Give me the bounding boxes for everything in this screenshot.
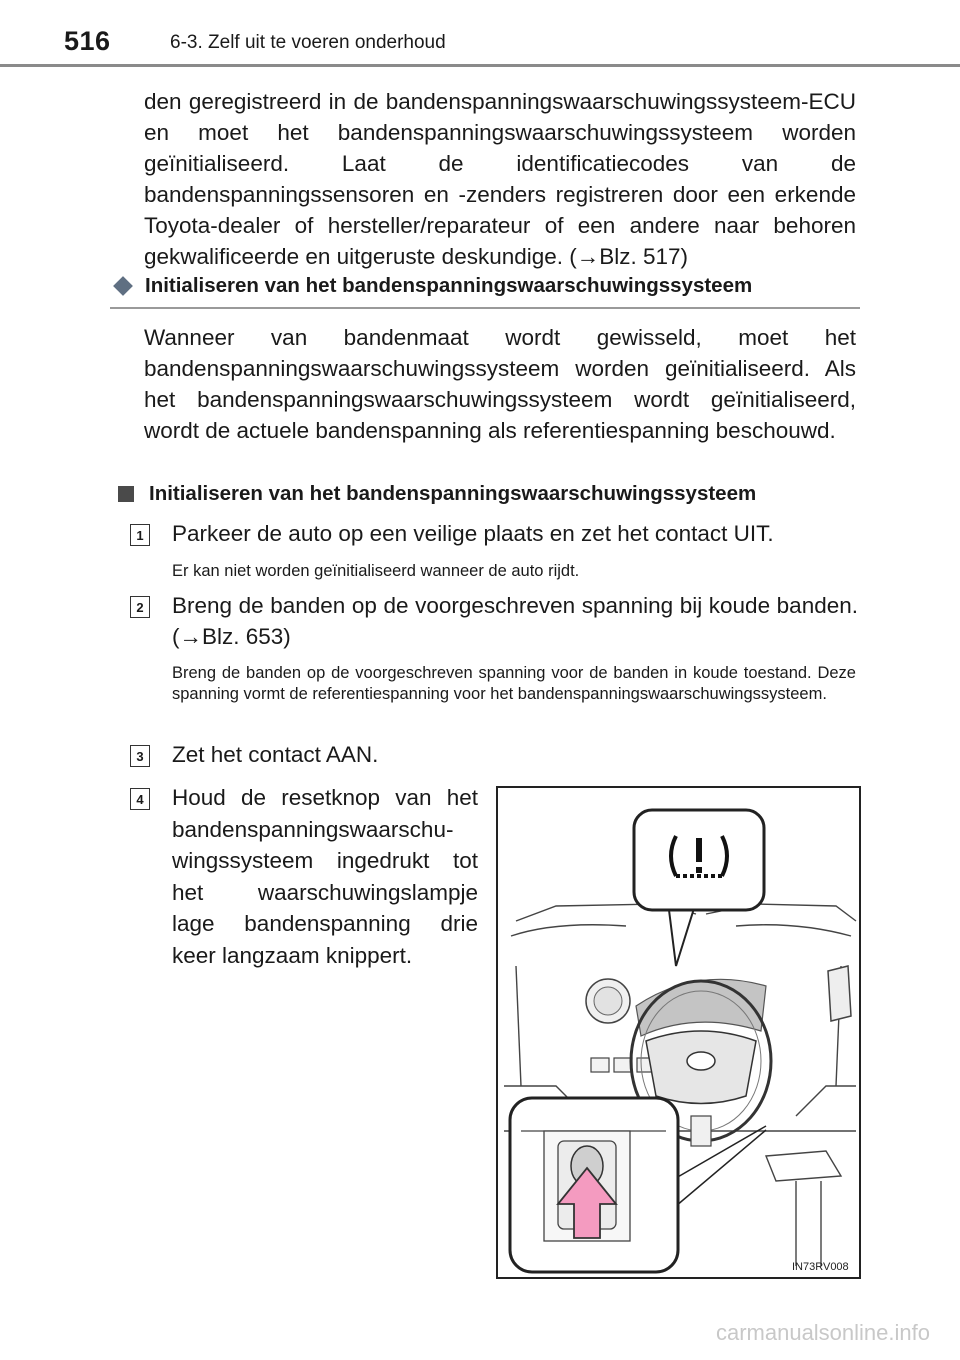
square-bullet-icon — [118, 486, 134, 502]
brand-emblem — [687, 1052, 715, 1070]
subheading-text: Initialiseren van het bandenspanningswaarschuwingssysteem — [149, 482, 757, 505]
step-number-3: 3 — [130, 745, 150, 767]
step-number-1: 1 — [130, 524, 150, 546]
dashboard-illustration — [496, 786, 861, 1279]
step-4-line: wingssysteem ingedrukt tot — [172, 848, 478, 873]
step-4-line: Houd de resetknop van het — [172, 785, 478, 810]
step-1-note: Er kan niet worden geïnitialiseerd wanneer de auto rijdt. — [172, 562, 580, 580]
watermark: carmanualsonline.info — [715, 1320, 930, 1345]
step-4-line: lage bandenspanning drie — [172, 911, 478, 936]
step-1-text: Parkeer de auto op een veilige plaats en zet het contact UIT. — [172, 521, 774, 546]
steering-column — [691, 1116, 711, 1146]
paragraph-registration: den geregistreerd in de bandenspanningswaarschuwingssysteem-ECU en moet het bandenspanningswaarschuwingssysteem worden geïnitialiseerd. Laat de identificatiecodes van de bandenspanningssensoren en -zenders registreren door een erkende Toyota-dealer of hersteller/reparateur of een andere naar behoren gekwalificeerde en uitgeruste deskundige. (→Blz. 517) — [144, 89, 856, 269]
section-title: 6-3. Zelf uit te voeren onderhoud — [170, 32, 446, 53]
step-4-line: het waarschuwingslampje — [172, 879, 478, 905]
subheading-initialize — [110, 482, 860, 506]
step-number-4: 4 — [130, 788, 150, 810]
step-4-line: keer langzaam knippert. — [172, 942, 413, 968]
step-2-text: Breng de banden op de voorgeschreven spanning bij koude banden. (→Blz. 653) — [172, 593, 858, 649]
paragraph-tire-size: Wanneer van bandenmaat wordt gewisseld, moet het bandenspanningswaarschuwingssysteem worden geïnitialiseerd. Als het bandenspanningswaarschuwingssysteem wordt geïnitialiseerd, wordt de actuele bandenspanning als referentiespanning beschouwd. — [144, 325, 856, 443]
page-number: 516 — [64, 26, 111, 56]
header-divider — [0, 64, 960, 67]
vent-right — [828, 966, 851, 1021]
step-4-text — [172, 782, 478, 971]
step-number-2: 2 — [130, 596, 150, 618]
step-4-line: bandenspanningswaarschu- — [172, 816, 454, 842]
figure-code: IN73RV008 — [792, 1261, 849, 1273]
switch-panel — [591, 1058, 655, 1072]
diamond-bullet-icon — [113, 276, 133, 296]
step-2-note: Breng de banden op de voorgeschreven spanning voor de banden in koude toestand. Deze spanning vormt de referentiespanning voor het bandenspanningswaarschuwingssysteem. — [172, 664, 856, 703]
step-3-text: Zet het contact AAN. — [172, 742, 379, 767]
heading-initialize — [110, 274, 860, 309]
heading-text: Initialiseren van het bandenspanningswaarschuwingssysteem — [145, 274, 753, 297]
